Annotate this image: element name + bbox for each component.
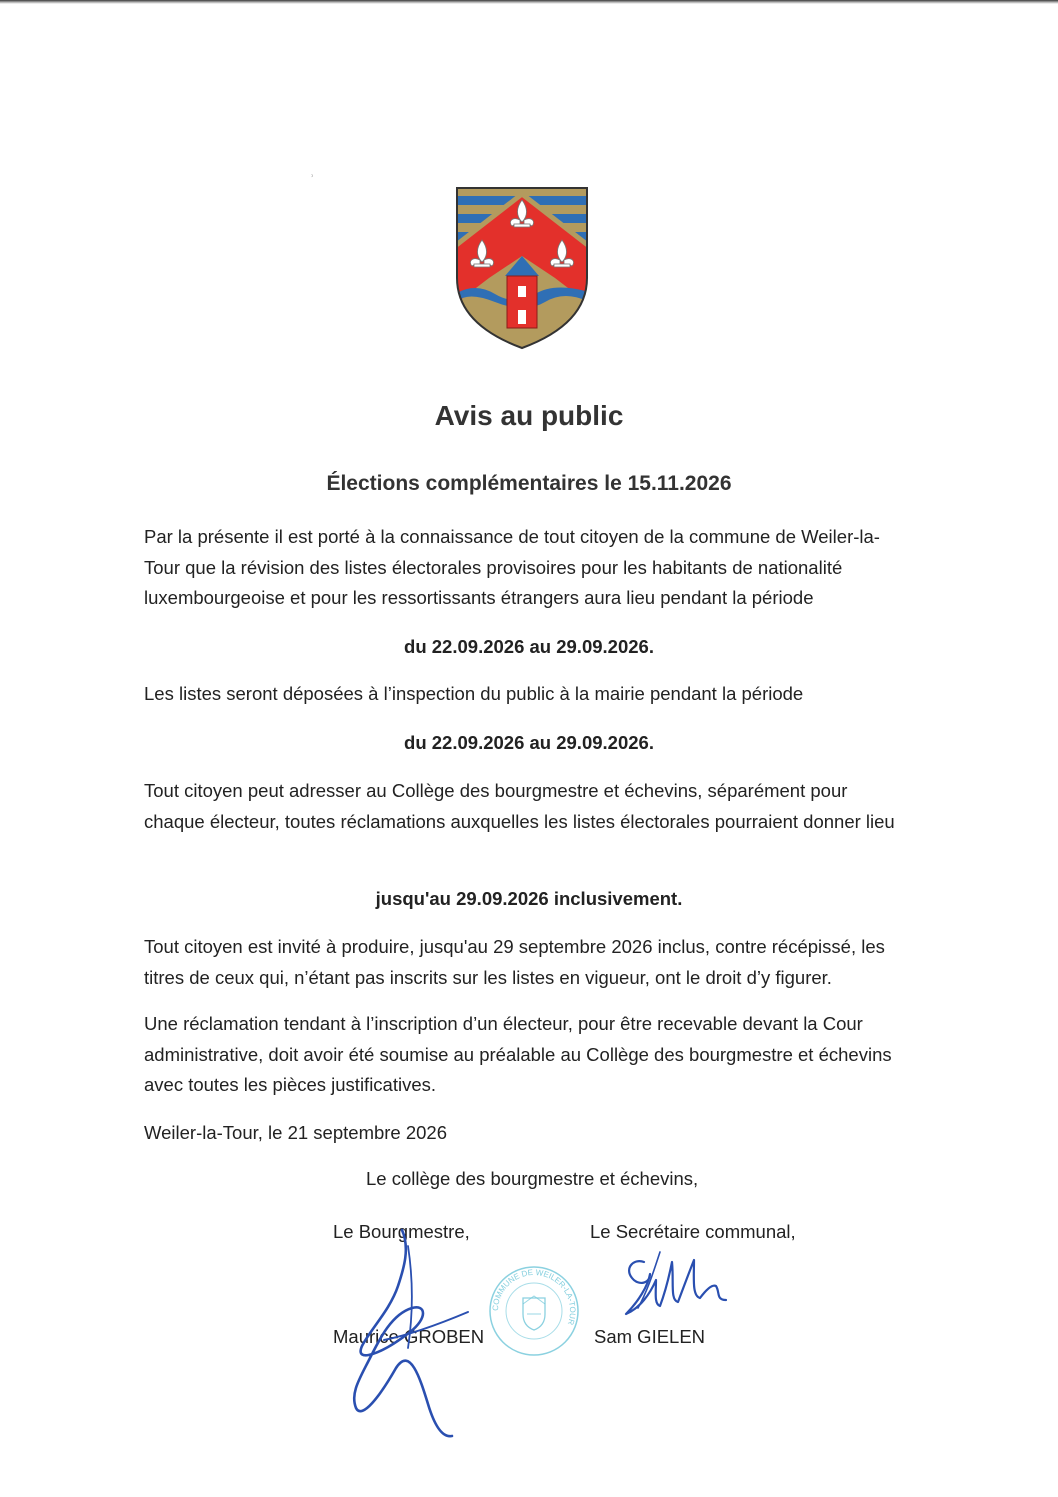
secretary-role: Le Secrétaire communal, [590,1221,796,1242]
revision-period: du 22.09.2026 au 29.09.2026. [404,636,654,657]
paragraph-titles: Tout citoyen est invité à produire, jusqu'au 29 septembre 2026 inclus, contre récépissé, les titres de ceux qui, n’étant pas inscrits sur les listes en vigueur, ont le droit d’y figurer. [144,936,885,988]
place-and-date: Weiler-la-Tour, le 21 septembre 2026 [144,1122,448,1143]
scan-top-edge [0,0,1058,4]
college-heading: Le collège des bourgmestre et échevins, [366,1168,699,1189]
paragraph-revision: Par la présente il est porté à la connaissance de tout citoyen de la commune de Weiler-la-Tour que la révision des listes électorales provisoires pour les habitants de nationalité luxembourgeoise et pour les ressortissants étrangers aura lieu pendant la période [144,526,880,608]
reclamation-deadline: jusqu'au 29.09.2026 inclusivement. [375,888,683,909]
scan-speck: ⸒ [310,161,315,177]
page-subtitle: Élections complémentaires le 15.11.2026 [326,472,732,495]
paragraph-inspection: Les listes seront déposées à l’inspection du public à la mairie pendant la période [144,683,804,704]
mayor-signature-icon [340,1228,480,1443]
secretary-signature-icon [620,1250,735,1330]
mayor-name: Maurice GROBEN [333,1326,485,1347]
stamp-text: COMMUNE DE WEILER-LA-TOUR [490,1267,578,1327]
svg-text:COMMUNE DE WEILER-LA-TOUR [491,1268,577,1326]
secretary-name: Sam GIELEN [594,1326,706,1347]
municipal-stamp-icon [487,1264,581,1358]
paragraph-cour-administrative: Une réclamation tendant à l’inscription d’un électeur, pour être recevable devant la Cour administrative, doit avoir été soumise au préalable au Collège des bourgmestre et échevins avec toutes les pièces justificatives. [144,1013,892,1095]
page-title: Avis au public [434,400,624,431]
coat-of-arms-icon [455,186,589,350]
paragraph-reclamations: Tout citoyen peut adresser au Collège des bourgmestre et échevins, séparément pour chaque électeur, toutes réclamations auxquelles les listes électorales pourraient donner lieu [144,780,895,832]
inspection-period: du 22.09.2026 au 29.09.2026. [404,732,654,753]
mayor-role: Le Bourgmestre, [333,1221,470,1242]
